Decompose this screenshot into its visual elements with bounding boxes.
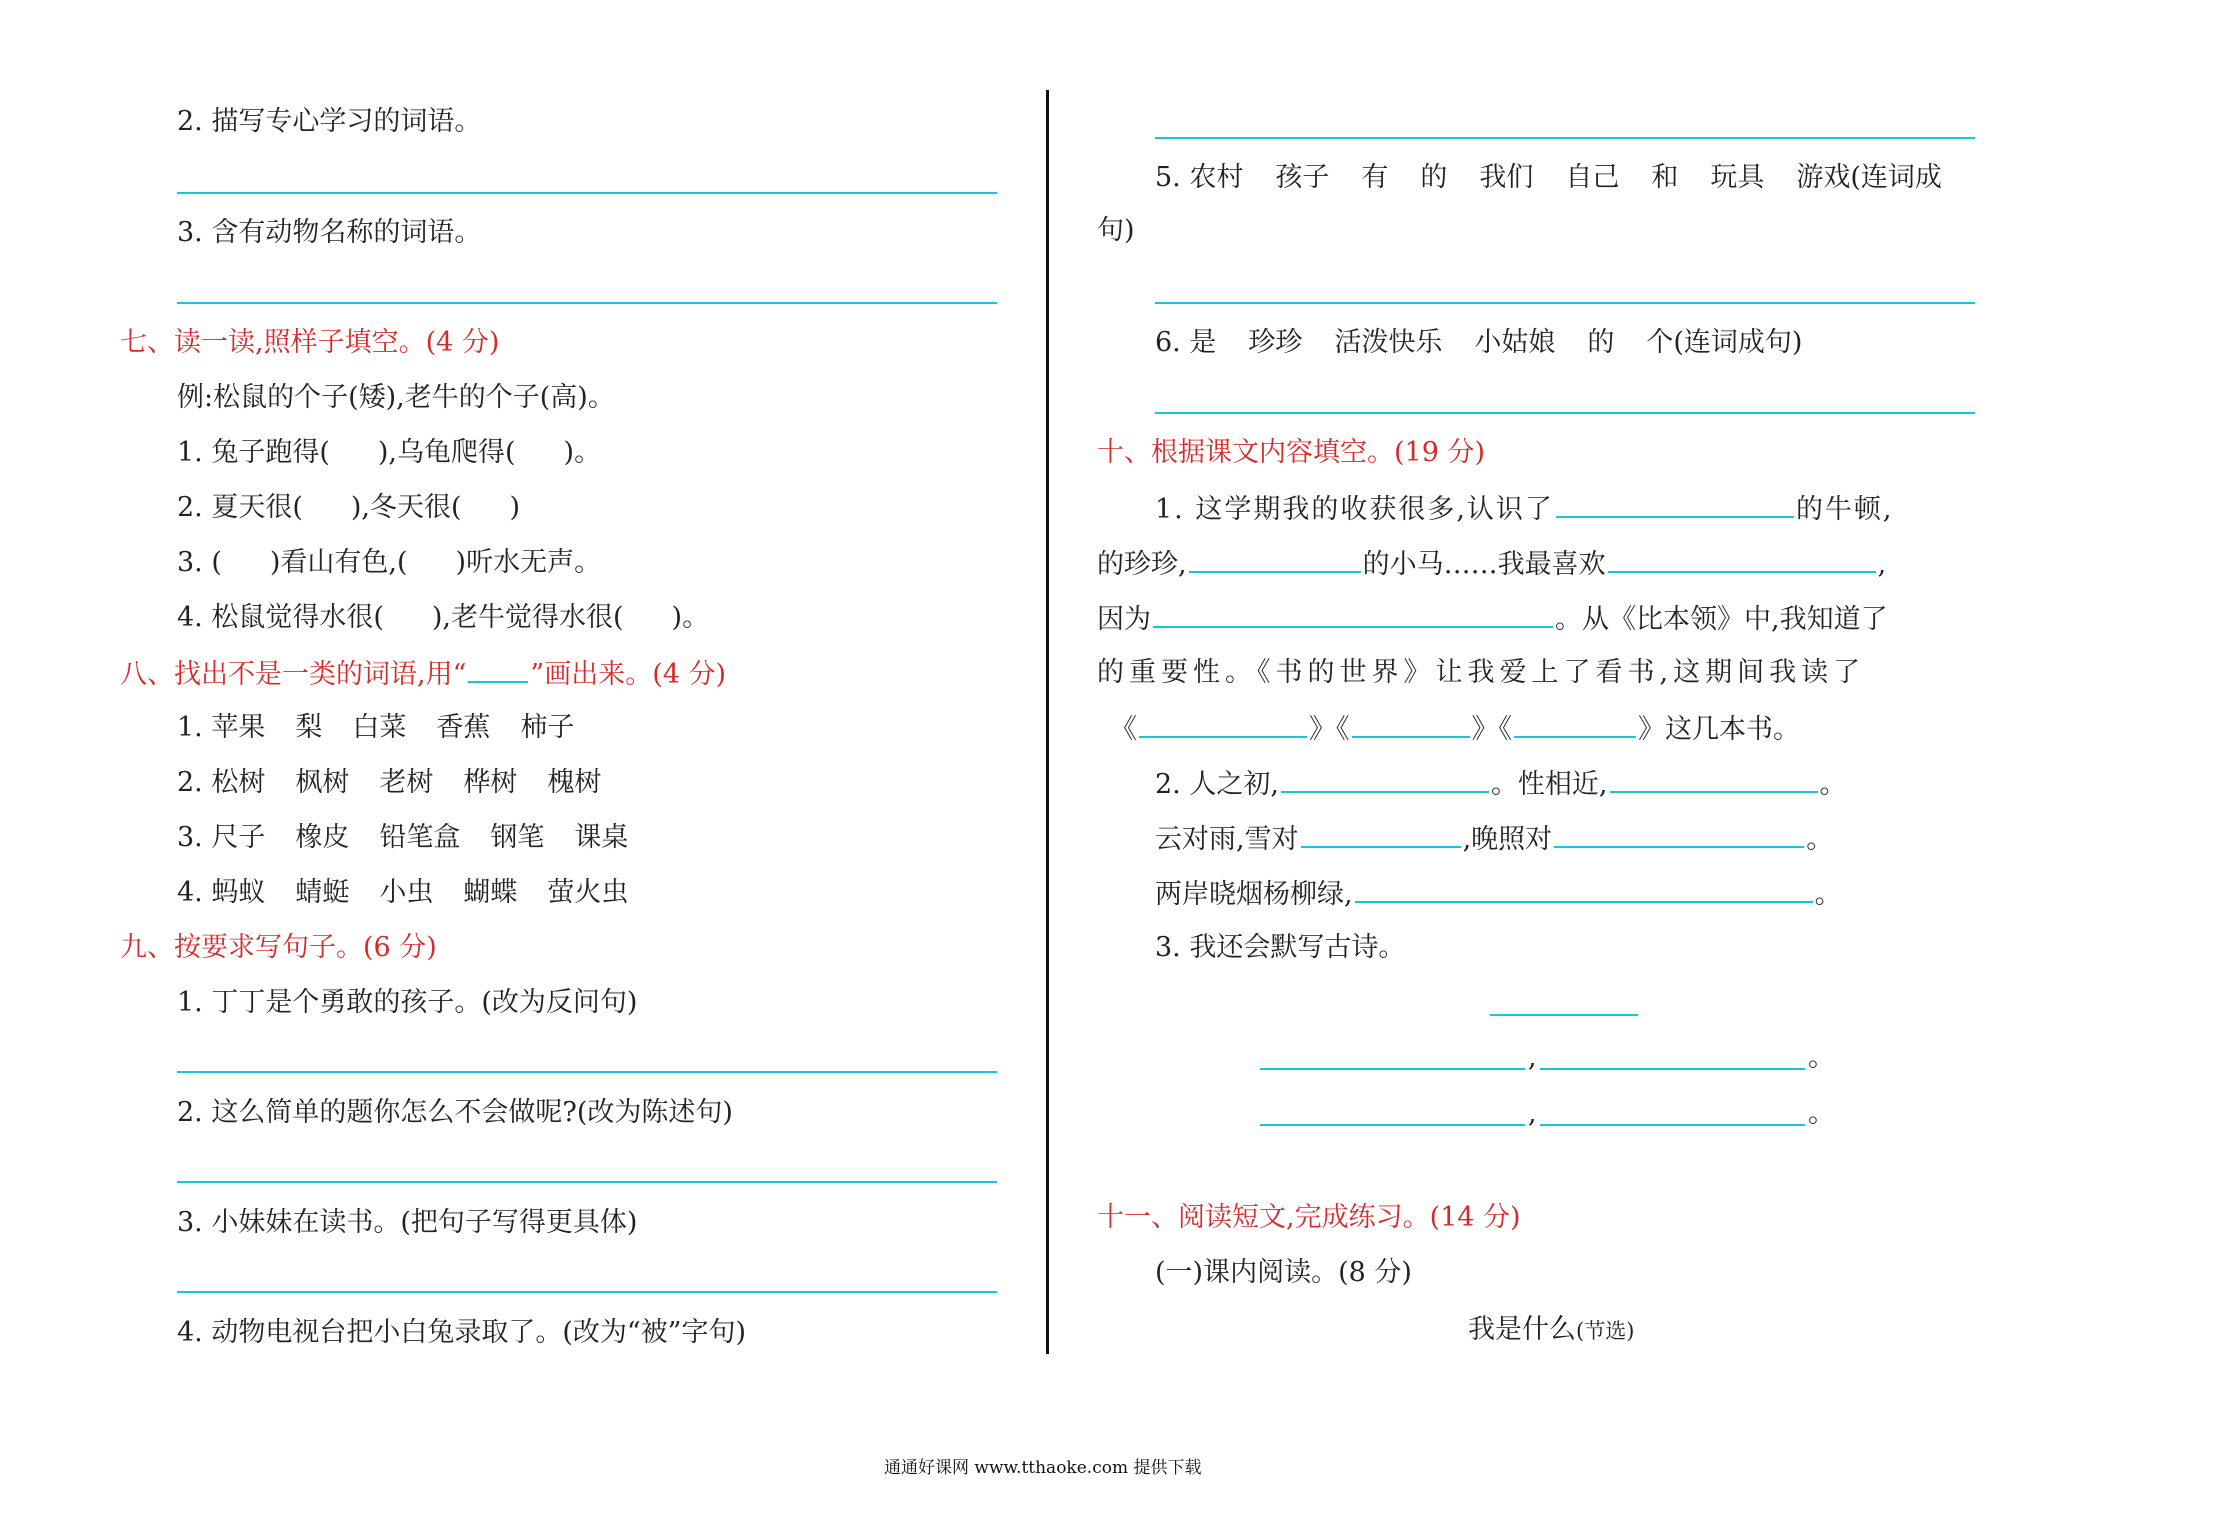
answer-line[interactable] [177, 1071, 997, 1073]
section-9-item-1: 1. 丁丁是个勇敢的孩子。(改为反问句) [177, 987, 638, 1018]
answer-line[interactable] [177, 1291, 997, 1293]
section-10-line-9: 3. 我还会默写古诗。 [1155, 932, 1406, 963]
section-11-heading: 十一、阅读短文,完成练习。(14 分) [1097, 1202, 1521, 1233]
poem-line[interactable] [1540, 1124, 1805, 1126]
section-9-heading: 九、按要求写句子。(6 分) [120, 932, 437, 963]
section-10-line-8: 两岸晓烟杨柳绿, 。 [1155, 875, 1842, 913]
poem-title-line[interactable] [1490, 1014, 1638, 1016]
section-11-subheading: (一)课内阅读。(8 分) [1155, 1257, 1412, 1288]
section-7-item-2: 2. 夏天很( ),冬天很( ) [177, 492, 521, 523]
section-10-line-7: 云对雨,雪对 ,晚照对 。 [1155, 820, 1833, 858]
section-8-row-4: 4. 蚂蚁 蜻蜓 小虫 蝴蝶 萤火虫 [177, 877, 629, 908]
answer-line[interactable] [1155, 412, 1975, 414]
poem-comma: , [1528, 1098, 1537, 1129]
section-7-item-4: 4. 松鼠觉得水很( ),老牛觉得水很( )。 [177, 602, 710, 633]
section-10-line-2: 的珍珍, 的小马……我最喜欢 , [1097, 545, 1886, 583]
section-10-line-5: 《 》《 》《 》这几本书。 [1110, 710, 1800, 748]
section-7-example: 例:松鼠的个子(矮),老牛的个子(高)。 [177, 382, 615, 413]
poem-comma: , [1528, 1042, 1537, 1073]
section-7-item-1: 1. 兔子跑得( ),乌龟爬得( )。 [177, 437, 602, 468]
section-8-row-2: 2. 松树 枫树 老树 桦树 槐树 [177, 767, 602, 798]
section-7-item-3: 3. ( )看山有色,( )听水无声。 [177, 547, 602, 578]
section-7-heading: 七、读一读,照样子填空。(4 分) [120, 327, 500, 358]
section-9-item-5-cont: 句) [1097, 215, 1135, 246]
section-8-row-1: 1. 苹果 梨 白菜 香蕉 柿子 [177, 712, 575, 743]
section-10-line-3: 因为 。从《比本领》中,我知道了 [1097, 600, 1888, 638]
poem-period: 。 [1808, 1098, 1835, 1129]
section-10-line-1: 1. 这学期我的收获很多,认识了 的牛顿, [1155, 490, 1894, 528]
column-divider [1046, 90, 1049, 1354]
answer-line[interactable] [1155, 302, 1975, 304]
section-8-heading: 八、找出不是一类的词语,用“ ”画出来。(4 分) [120, 655, 726, 693]
section-10-heading: 十、根据课文内容填空。(19 分) [1097, 437, 1486, 468]
q6-item-3: 3. 含有动物名称的词语。 [177, 217, 482, 248]
poem-line[interactable] [1540, 1068, 1805, 1070]
section-9-item-6: 6. 是 珍珍 活泼快乐 小姑娘 的 个(连词成句) [1155, 327, 1803, 358]
section-9-item-3: 3. 小妹妹在读书。(把句子写得更具体) [177, 1207, 638, 1238]
answer-line[interactable] [177, 1181, 997, 1183]
section-9-item-4: 4. 动物电视台把小白兔录取了。(改为“被”字句) [177, 1317, 747, 1348]
poem-line[interactable] [1260, 1068, 1525, 1070]
poem-line[interactable] [1260, 1124, 1525, 1126]
section-9-item-5: 5. 农村 孩子 有 的 我们 自己 和 玩具 游戏(连词成 [1155, 162, 1942, 193]
answer-line[interactable] [1155, 137, 1975, 139]
section-8-row-3: 3. 尺子 橡皮 铅笔盒 钢笔 课桌 [177, 822, 629, 853]
poem-period: 。 [1808, 1042, 1835, 1073]
section-10-line-6: 2. 人之初, 。性相近, 。 [1155, 765, 1847, 803]
reading-title: 我是什么(节选) [1468, 1314, 1635, 1345]
section-9-item-2: 2. 这么简单的题你怎么不会做呢?(改为陈述句) [177, 1097, 733, 1128]
q6-item-2: 2. 描写专心学习的词语。 [177, 106, 482, 137]
answer-line[interactable] [177, 192, 997, 194]
section-10-line-4: 的重要性。《书的世界》让我爱上了看书,这期间我读了 [1097, 657, 1866, 688]
footer-credit: 通通好课网 www.tthaoke.com 提供下载 [884, 1458, 1202, 1478]
answer-line[interactable] [177, 302, 997, 304]
